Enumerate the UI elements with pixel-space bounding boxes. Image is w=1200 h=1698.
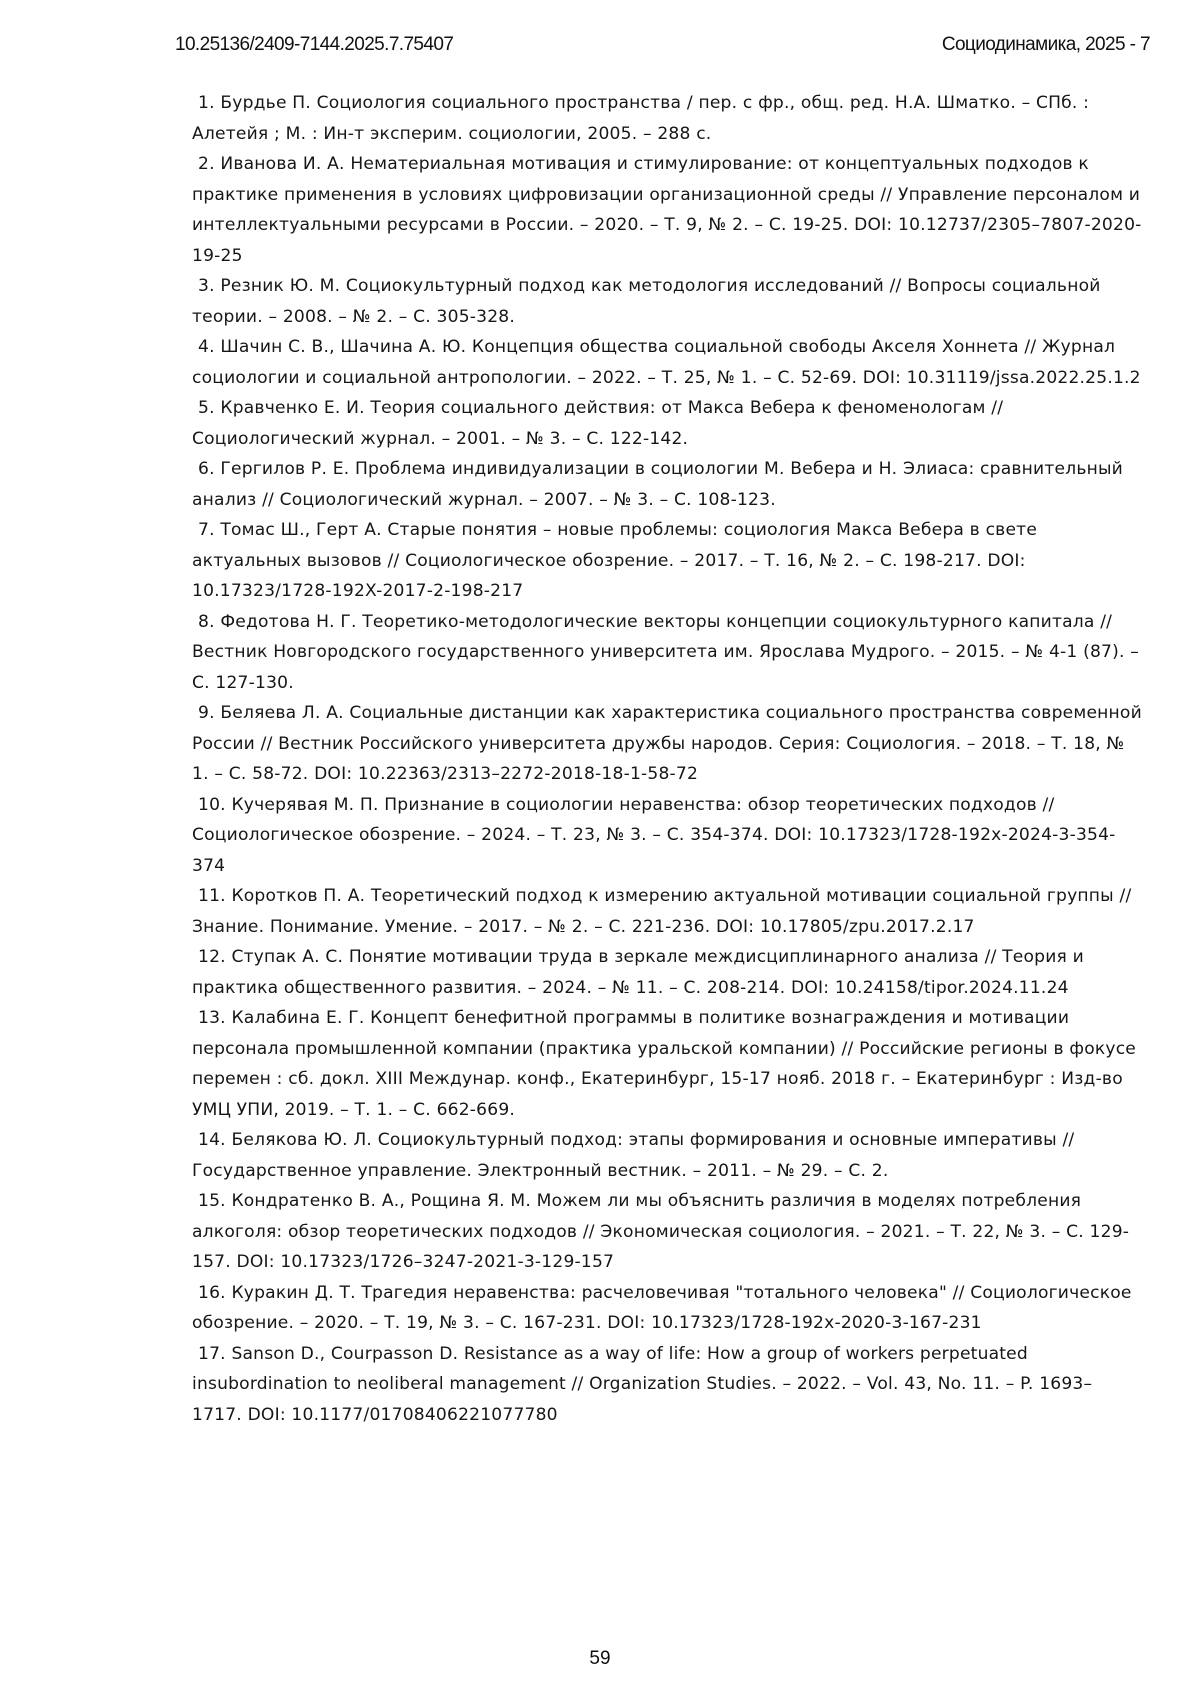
reference-text: Шачин С. В., Шачина А. Ю. Концепция общества социальной свободы Акселя Хоннета // Журнал социологии и социальной антропологии. – 2022. – Т. 25, № 1. – С. 52-69. DOI: 10.31119/jssa.2022.25.1.2 xyxy=(192,337,1141,388)
reference-item xyxy=(192,515,1142,607)
reference-number: 14. xyxy=(198,1130,226,1150)
reference-number: 16. xyxy=(198,1282,226,1303)
reference-number: 1. xyxy=(198,93,215,113)
reference-text: Кучерявая М. П. Признание в социологии неравенства: обзор теоретических подходов // Социологическое обозрение. – 2024. – Т. 23, № 3. – С. 354-374. DOI: 10.17323/1728-192x-2024-3-354-374 xyxy=(192,794,1116,876)
reference-text: Калабина Е. Г. Концепт бенефитной программы в политике вознаграждения и мотивации персонала промышленной компании (практика уральской компании) // Российские регионы в фокусе перемен : сб. докл. XIII Междунар. конф., Екатеринбург, 15-17 нояб. 2018 г. – Екатеринбург : Изд-во УМЦ УПИ, 2019. – Т. 1. – С. 662-669. xyxy=(192,1008,1137,1120)
reference-text: Кравченко Е. И. Теория социального действия: от Макса Вебера к феноменологам // Социологический журнал. – 2001. – № 3. – С. 122-142. xyxy=(192,398,1004,449)
reference-number: 11. xyxy=(198,886,226,906)
reference-number: 4. xyxy=(198,337,215,357)
reference-number: 7. xyxy=(198,520,215,540)
reference-text: Белякова Ю. Л. Социокультурный подход: этапы формирования и основные императивы // Государственное управление. Электронный вестник. – 2011. – № 29. – С. 2. xyxy=(192,1130,1075,1181)
reference-number: 17. xyxy=(198,1343,226,1364)
reference-text: Куракин Д. Т. Трагедия неравенства: расчеловечивая "тотального человека" // Социологическое обозрение. – 2020. – Т. 19, № 3. – С. 167-231. DOI: 10.17323/1728-192x-2020-3-167-231 xyxy=(192,1282,1132,1333)
reference-number: 9. xyxy=(198,703,215,723)
reference-item xyxy=(192,332,1142,393)
reference-text: Томас Ш., Герт А. Старые понятия – новые проблемы: социология Макса Вебера в свете актуальных вызовов // Социологическое обозрение. – 2017. – Т. 16, № 2. – С. 198-217. DOI: 10.17323/1728-192X-2017-2-198-217 xyxy=(192,520,1038,601)
reference-number: 6. xyxy=(198,459,215,479)
reference-item xyxy=(192,942,1142,1003)
reference-item xyxy=(192,454,1142,515)
reference-number: 15. xyxy=(198,1191,226,1211)
reference-text: Гергилов Р. Е. Проблема индивидуализации в социологии М. Вебера и Н. Элиаса: сравнительный анализ // Социологический журнал. – 2007. – № 3. – С. 108-123. xyxy=(192,459,1123,510)
reference-text: Коротков П. А. Теоретический подход к измерению актуальной мотивации социальной группы // Знание. Понимание. Умение. – 2017. – № 2. – С. 221-236. DOI: 10.17805/zpu.2017.2.17 xyxy=(192,886,1132,937)
reference-item xyxy=(192,1278,1142,1339)
reference-number: 10. xyxy=(198,794,226,815)
reference-number: 12. xyxy=(198,947,226,967)
reference-text: Кондратенко В. А., Рощина Я. М. Можем ли мы объяснить различия в моделях потребления алкоголя: обзор теоретических подходов // Экономическая социология. – 2021. – Т. 22, № 3. – С. 129-157. DOI: 10.17323/1726–3247-2021-3-129-157 xyxy=(192,1191,1130,1272)
reference-number: 2. xyxy=(198,154,215,174)
reference-item xyxy=(192,393,1142,454)
reference-item xyxy=(192,1339,1142,1431)
page-number: 59 xyxy=(589,1648,611,1669)
reference-text: Ступак А. С. Понятие мотивации труда в зеркале междисциплинарного анализа // Теория и практика общественного развития. – 2024. – № 11. – С. 208-214. DOI: 10.24158/tipor.2024.11.24 xyxy=(192,947,1084,998)
reference-number: 5. xyxy=(198,398,215,418)
reference-item xyxy=(192,1186,1142,1278)
reference-number: 8. xyxy=(198,611,215,632)
reference-item xyxy=(192,271,1142,332)
reference-text: Беляева Л. А. Социальные дистанции как характеристика социального пространства современной России // Вестник Российского университета дружбы народов. Серия: Социология. – 2018. – Т. 18, № 1. – С. 58-72. DOI: 10.22363/2313–2272-2018-18-1-58-72 xyxy=(192,703,1142,784)
reference-text: Иванова И. А. Нематериальная мотивация и стимулирование: от концептуальных подходов к практике применения в условиях цифровизации организационной среды // Управление персоналом и интеллектуальными ресурсами в России. – 2020. – Т. 9, № 2. – С. 19-25. DOI: 10.12737/2305–7807-2020-19-25 xyxy=(192,154,1142,266)
reference-item xyxy=(192,607,1142,699)
reference-item xyxy=(192,881,1142,942)
reference-item xyxy=(192,1125,1142,1186)
header-doi: 10.25136/2409-7144.2025.7.75407 xyxy=(175,34,454,55)
reference-list xyxy=(192,88,1142,1430)
page-header xyxy=(175,34,1150,64)
reference-number: 3. xyxy=(198,276,215,296)
reference-item xyxy=(192,88,1142,149)
reference-text: Резник Ю. М. Социокультурный подход как методология исследований // Вопросы социальной теории. – 2008. – № 2. – С. 305-328. xyxy=(192,276,1101,327)
header-journal-issue: Социодинамика, 2025 - 7 xyxy=(941,34,1150,55)
reference-text: Sanson D., Courpasson D. Resistance as a way of life: How a group of workers perpetuated insubordination to neoliberal management // Organization Studies. – 2022. – Vol. 43, No. 11. – P. 1693–1717. DOI: 10.1177/01708406221077780 xyxy=(192,1343,1093,1425)
reference-text: Бурдье П. Социология социального пространства / пер. с фр., общ. ред. Н.А. Шматко. – СПб. : Алетейя ; М. : Ин-т эксперим. социологии, 2005. – 288 с. xyxy=(192,93,1090,144)
reference-item xyxy=(192,1003,1142,1125)
reference-number: 13. xyxy=(198,1008,226,1028)
reference-item xyxy=(192,149,1142,271)
reference-item xyxy=(192,790,1142,882)
reference-item xyxy=(192,698,1142,790)
reference-text: Федотова Н. Г. Теоретико-методологические векторы концепции социокультурного капитала // Вестник Новгородского государственного университета им. Ярослава Мудрого. – 2015. – № 4-1 (87). – С. 127-130. xyxy=(192,611,1140,693)
